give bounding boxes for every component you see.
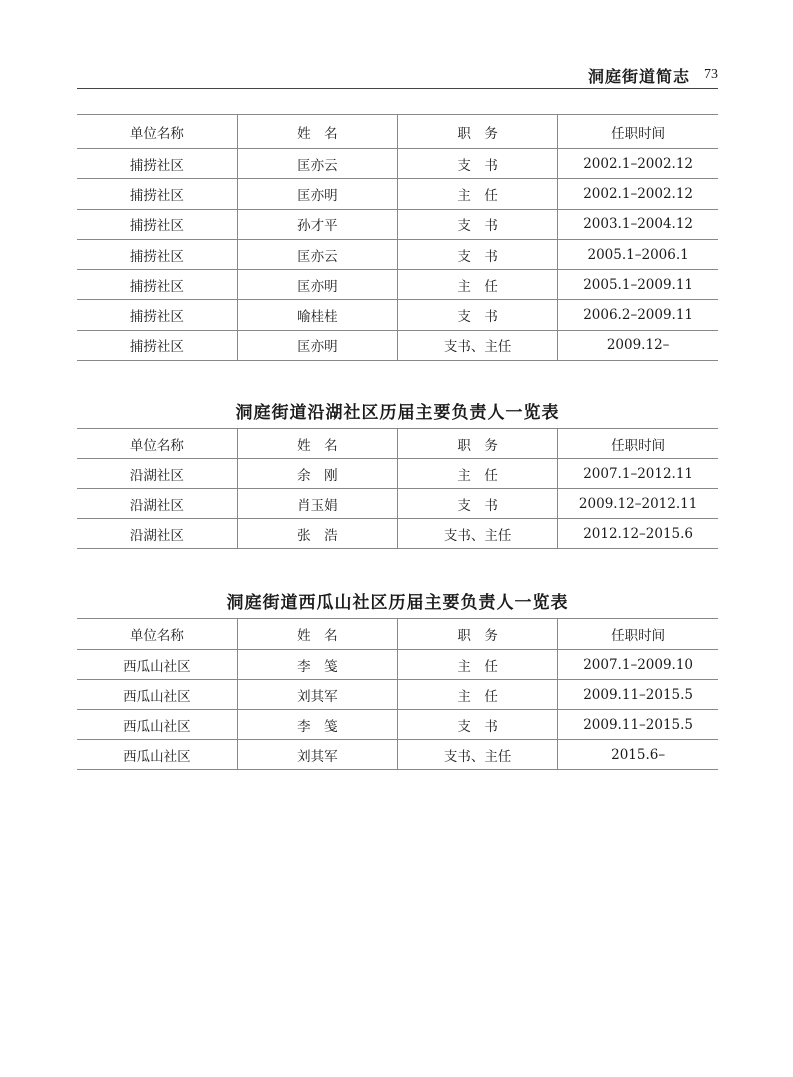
cell-position: 支 书 bbox=[398, 149, 558, 179]
col-header-unit: 单位名称 bbox=[77, 115, 237, 149]
table-row bbox=[77, 270, 718, 300]
table-row bbox=[77, 489, 718, 519]
table-row bbox=[77, 209, 718, 239]
cell-term: 2009.11–2015.5 bbox=[558, 710, 718, 740]
cell-name: 匡亦明 bbox=[237, 330, 397, 360]
table-section-buolao bbox=[77, 114, 718, 361]
table-title: 洞庭街道西瓜山社区历届主要负责人一览表 bbox=[226, 593, 569, 613]
cell-name: 张 浩 bbox=[237, 519, 397, 549]
cell-unit: 沿湖社区 bbox=[77, 519, 237, 549]
cell-position: 支书、主任 bbox=[398, 740, 558, 770]
cell-unit: 捕捞社区 bbox=[77, 330, 237, 360]
cell-term: 2006.2–2009.11 bbox=[558, 300, 718, 330]
cell-name: 李 笺 bbox=[237, 710, 397, 740]
leaders-table-xiguashan bbox=[77, 618, 718, 770]
table-row bbox=[77, 179, 718, 209]
cell-term: 2009.12– bbox=[558, 330, 718, 360]
table-header-row bbox=[77, 619, 718, 650]
col-header-unit: 单位名称 bbox=[77, 619, 237, 650]
cell-term: 2009.11–2015.5 bbox=[558, 680, 718, 710]
cell-name: 匡亦明 bbox=[237, 179, 397, 209]
col-header-term: 任职时间 bbox=[558, 619, 718, 650]
cell-position: 支 书 bbox=[398, 489, 558, 519]
table-row bbox=[77, 459, 718, 489]
cell-unit: 捕捞社区 bbox=[77, 179, 237, 209]
col-header-position: 职 务 bbox=[398, 429, 558, 459]
cell-unit: 西瓜山社区 bbox=[77, 650, 237, 680]
page-number: 73 bbox=[704, 67, 718, 82]
cell-name: 刘其军 bbox=[237, 740, 397, 770]
table-title: 洞庭街道沿湖社区历届主要负责人一览表 bbox=[235, 403, 560, 423]
cell-unit: 沿湖社区 bbox=[77, 459, 237, 489]
table-row bbox=[77, 740, 718, 770]
cell-position: 支 书 bbox=[398, 300, 558, 330]
cell-unit: 西瓜山社区 bbox=[77, 710, 237, 740]
cell-position: 主 任 bbox=[398, 459, 558, 489]
col-header-name: 姓 名 bbox=[237, 619, 397, 650]
cell-name: 李 笺 bbox=[237, 650, 397, 680]
cell-position: 主 任 bbox=[398, 270, 558, 300]
cell-term: 2002.1–2002.12 bbox=[558, 149, 718, 179]
table-section-yanhu bbox=[77, 398, 718, 549]
cell-term: 2003.1–2004.12 bbox=[558, 209, 718, 239]
table-row bbox=[77, 239, 718, 269]
cell-position: 支 书 bbox=[398, 209, 558, 239]
running-head-title: 洞庭街道简志 bbox=[587, 66, 690, 86]
table-header-row bbox=[77, 429, 718, 459]
cell-name: 肖玉娟 bbox=[237, 489, 397, 519]
table-section-xiguashan bbox=[77, 588, 718, 770]
table-row bbox=[77, 330, 718, 360]
table-row bbox=[77, 300, 718, 330]
leaders-table-buolao bbox=[77, 114, 718, 361]
col-header-name: 姓 名 bbox=[237, 429, 397, 459]
cell-term: 2005.1–2006.1 bbox=[558, 239, 718, 269]
cell-unit: 捕捞社区 bbox=[77, 239, 237, 269]
table-row bbox=[77, 519, 718, 549]
cell-unit: 西瓜山社区 bbox=[77, 740, 237, 770]
cell-term: 2007.1–2012.11 bbox=[558, 459, 718, 489]
cell-position: 支书、主任 bbox=[398, 519, 558, 549]
cell-name: 匡亦明 bbox=[237, 270, 397, 300]
cell-name: 余 刚 bbox=[237, 459, 397, 489]
cell-name: 匡亦云 bbox=[237, 239, 397, 269]
col-header-position: 职 务 bbox=[398, 619, 558, 650]
cell-position: 支 书 bbox=[398, 239, 558, 269]
cell-term: 2015.6– bbox=[558, 740, 718, 770]
leaders-table-yanhu bbox=[77, 428, 718, 549]
table-row bbox=[77, 680, 718, 710]
cell-unit: 沿湖社区 bbox=[77, 489, 237, 519]
table-header-row bbox=[77, 115, 718, 149]
cell-term: 2009.12–2012.11 bbox=[558, 489, 718, 519]
cell-term: 2005.1–2009.11 bbox=[558, 270, 718, 300]
cell-name: 孙才平 bbox=[237, 209, 397, 239]
running-head bbox=[77, 62, 718, 89]
cell-name: 刘其军 bbox=[237, 680, 397, 710]
cell-unit: 捕捞社区 bbox=[77, 300, 237, 330]
col-header-term: 任职时间 bbox=[558, 115, 718, 149]
cell-position: 主 任 bbox=[398, 179, 558, 209]
cell-name: 喻桂桂 bbox=[237, 300, 397, 330]
col-header-term: 任职时间 bbox=[558, 429, 718, 459]
table-row bbox=[77, 710, 718, 740]
cell-unit: 捕捞社区 bbox=[77, 209, 237, 239]
cell-position: 支书、主任 bbox=[398, 330, 558, 360]
cell-unit: 捕捞社区 bbox=[77, 270, 237, 300]
cell-position: 主 任 bbox=[398, 680, 558, 710]
table-row bbox=[77, 149, 718, 179]
col-header-position: 职 务 bbox=[398, 115, 558, 149]
cell-term: 2012.12–2015.6 bbox=[558, 519, 718, 549]
cell-position: 主 任 bbox=[398, 650, 558, 680]
cell-term: 2002.1–2002.12 bbox=[558, 179, 718, 209]
cell-unit: 西瓜山社区 bbox=[77, 680, 237, 710]
table-row bbox=[77, 650, 718, 680]
cell-unit: 捕捞社区 bbox=[77, 149, 237, 179]
cell-position: 支 书 bbox=[398, 710, 558, 740]
cell-name: 匡亦云 bbox=[237, 149, 397, 179]
cell-term: 2007.1–2009.10 bbox=[558, 650, 718, 680]
col-header-unit: 单位名称 bbox=[77, 429, 237, 459]
col-header-name: 姓 名 bbox=[237, 115, 397, 149]
